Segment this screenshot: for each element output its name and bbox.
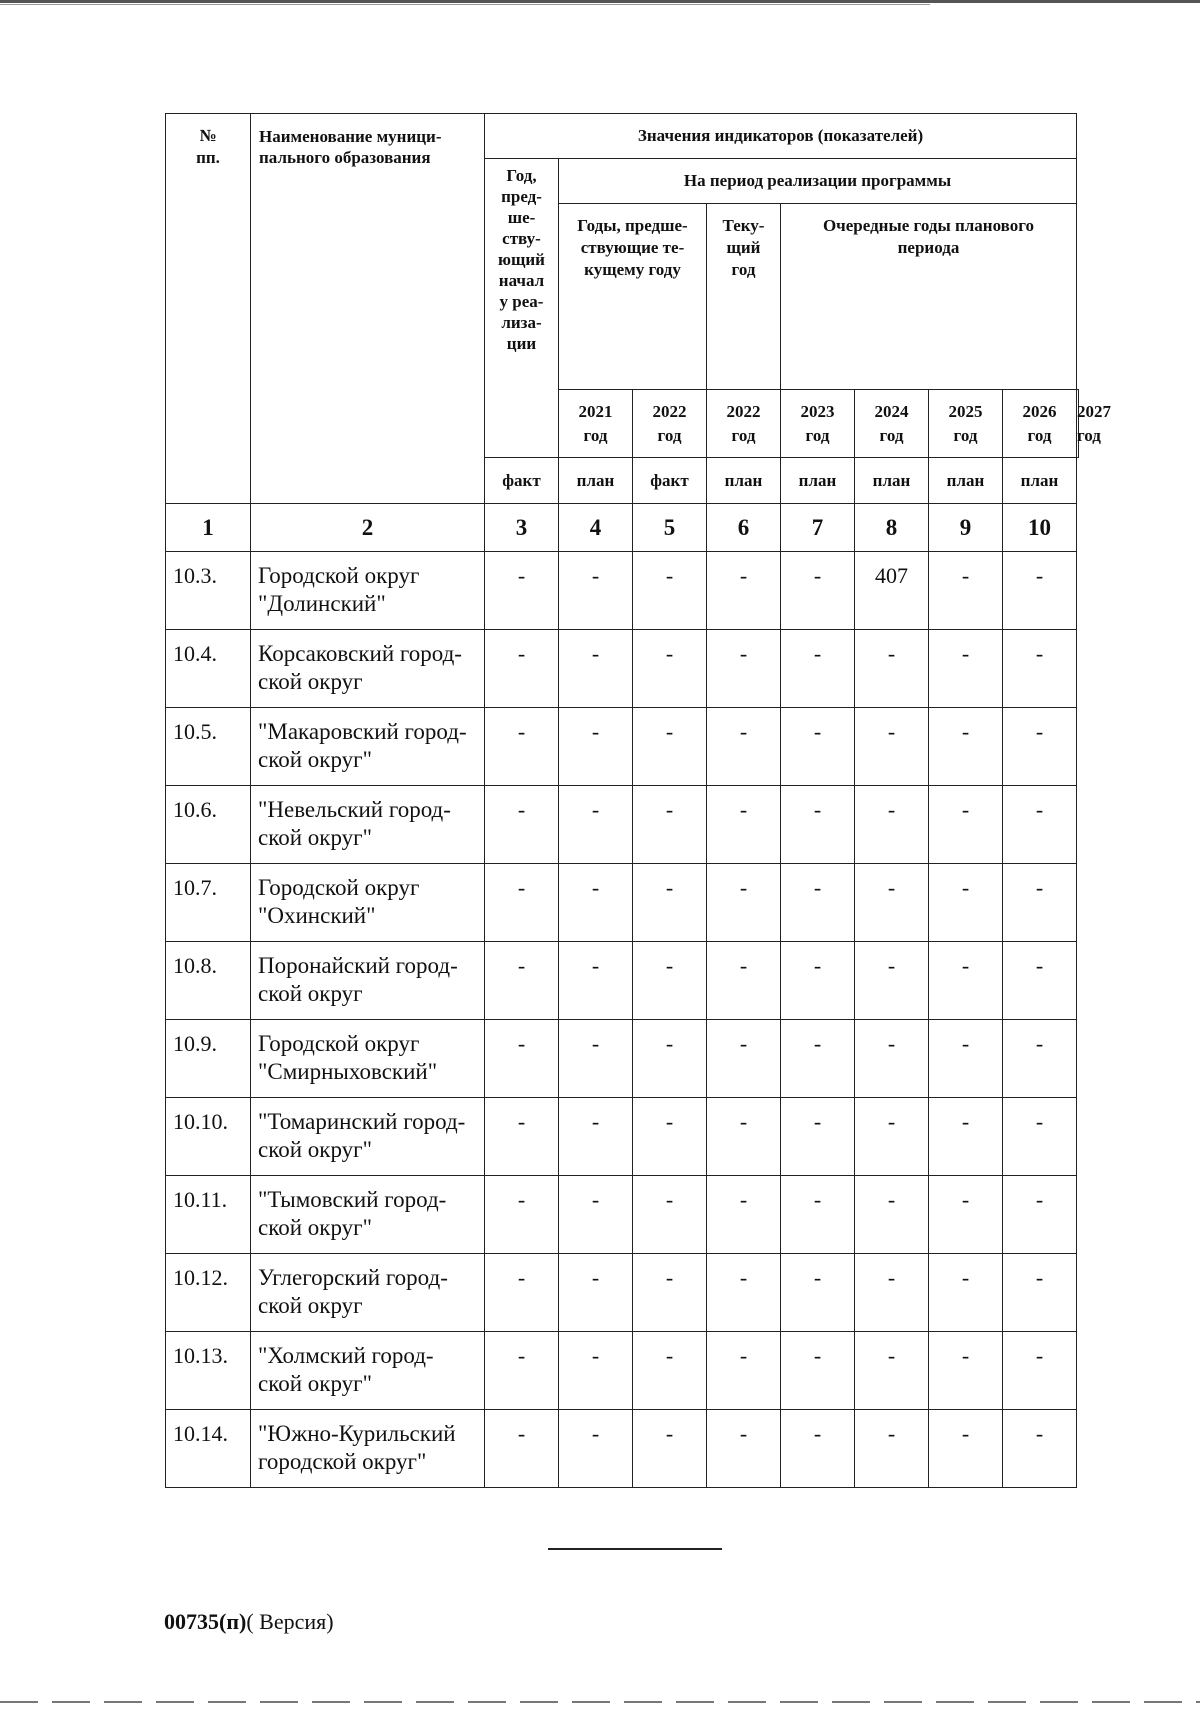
table-row	[166, 1332, 1079, 1410]
table-row	[166, 1410, 1079, 1488]
indicator-value: -	[707, 786, 781, 864]
indicator-value: -	[559, 630, 633, 708]
indicator-value: -	[485, 708, 559, 786]
indicator-value: -	[855, 1332, 929, 1410]
row-number: 10.5.	[166, 708, 251, 786]
indicator-value: -	[855, 1020, 929, 1098]
indicator-value: -	[707, 552, 781, 630]
indicator-value: -	[559, 1020, 633, 1098]
indicator-value: -	[781, 708, 855, 786]
column-number: 9	[929, 504, 1003, 552]
column-number: 4	[559, 504, 633, 552]
indicator-value: -	[485, 864, 559, 942]
indicator-value: -	[1003, 1020, 1077, 1098]
year-header: 2022 год	[633, 390, 707, 458]
indicator-value: -	[929, 1332, 1003, 1410]
header-current-year: Теку- щий год	[707, 204, 781, 390]
indicator-value: -	[485, 942, 559, 1020]
municipality-name: "Томаринский город- ской округ"	[251, 1098, 485, 1176]
indicator-value: -	[707, 864, 781, 942]
header-indicator-values: Значения индикаторов (показателей)	[485, 114, 1077, 159]
indicator-value: -	[929, 786, 1003, 864]
scan-top-edge-line	[0, 4, 930, 5]
indicator-value: -	[855, 1176, 929, 1254]
municipality-name: "Невельский город- ской округ"	[251, 786, 485, 864]
indicator-value: -	[707, 942, 781, 1020]
indicator-value: -	[707, 1176, 781, 1254]
table-row	[166, 864, 1079, 942]
indicator-value: -	[781, 786, 855, 864]
header-municipality-name: Наименование муници- пального образования	[251, 114, 485, 504]
indicator-value: -	[485, 552, 559, 630]
indicator-value: -	[781, 942, 855, 1020]
value-type-header: план	[1003, 458, 1077, 504]
indicator-value: -	[633, 630, 707, 708]
indicator-value: -	[633, 1410, 707, 1488]
indicator-value: -	[929, 1020, 1003, 1098]
indicator-value: -	[707, 1332, 781, 1410]
municipality-name: Углегорский город- ской округ	[251, 1254, 485, 1332]
indicator-value: -	[781, 1098, 855, 1176]
indicator-value: -	[929, 1410, 1003, 1488]
document-code	[164, 1609, 334, 1635]
indicator-value: -	[707, 1254, 781, 1332]
row-number: 10.7.	[166, 864, 251, 942]
indicator-value: -	[929, 864, 1003, 942]
column-number: 8	[855, 504, 929, 552]
value-type-header: факт	[633, 458, 707, 504]
indicator-value: -	[559, 786, 633, 864]
table-row	[166, 1020, 1079, 1098]
municipality-name: "Холмский город- ской округ"	[251, 1332, 485, 1410]
table-row	[166, 552, 1079, 630]
row-number: 10.3.	[166, 552, 251, 630]
row-number: 10.14.	[166, 1410, 251, 1488]
indicator-value: -	[1003, 864, 1077, 942]
indicator-value: -	[855, 942, 929, 1020]
year-header: 2022 год	[707, 390, 781, 458]
header-prev-year: Год, пред- ше- ству- ющий начал у реа- лиза- ции	[485, 159, 559, 458]
indicator-value: -	[485, 1332, 559, 1410]
indicator-value: -	[633, 1332, 707, 1410]
indicator-value: -	[781, 630, 855, 708]
indicator-value: -	[781, 864, 855, 942]
indicator-value: -	[633, 1254, 707, 1332]
year-header: 2027 год	[1077, 390, 1079, 458]
document-code-number: 00735(п)	[164, 1609, 247, 1634]
document-version: ( Версия)	[246, 1609, 334, 1634]
value-type-header: план	[559, 458, 633, 504]
indicator-value: -	[1003, 1410, 1077, 1488]
indicator-value: -	[1003, 1254, 1077, 1332]
indicator-value: -	[633, 1176, 707, 1254]
indicator-value: -	[781, 1020, 855, 1098]
indicator-value: -	[1003, 1332, 1077, 1410]
year-header: 2025 год	[929, 390, 1003, 458]
row-number: 10.11.	[166, 1176, 251, 1254]
municipality-name: Городской округ "Долинский"	[251, 552, 485, 630]
indicator-value: -	[633, 864, 707, 942]
year-header: 2023 год	[781, 390, 855, 458]
indicator-value: -	[633, 1098, 707, 1176]
municipality-name: Городской округ "Смирныховский"	[251, 1020, 485, 1098]
indicator-value: -	[929, 1098, 1003, 1176]
column-number: 1	[166, 504, 251, 552]
indicator-value: -	[485, 1254, 559, 1332]
header-program-period: На период реализации программы	[559, 159, 1077, 204]
indicator-value: -	[855, 864, 929, 942]
indicator-value: -	[707, 1098, 781, 1176]
header-num: № пп.	[166, 114, 251, 504]
indicator-value: -	[781, 1254, 855, 1332]
indicator-value: -	[707, 708, 781, 786]
indicator-value: -	[707, 1410, 781, 1488]
indicator-value: -	[1003, 708, 1077, 786]
indicator-value: -	[855, 630, 929, 708]
year-header: 2026 год	[1003, 390, 1077, 458]
indicator-value: -	[855, 1098, 929, 1176]
municipality-name: Городской округ "Охинский"	[251, 864, 485, 942]
indicator-value: -	[559, 1332, 633, 1410]
indicator-value: -	[633, 1020, 707, 1098]
indicator-value: -	[1003, 552, 1077, 630]
indicator-value: -	[855, 708, 929, 786]
scan-top-edge	[0, 0, 1200, 3]
indicator-value: -	[781, 1332, 855, 1410]
column-number: 6	[707, 504, 781, 552]
header-planning-years: Очередные годы планового периода	[781, 204, 1077, 390]
indicator-value: -	[855, 1410, 929, 1488]
table-row	[166, 786, 1079, 864]
indicator-value: -	[929, 1254, 1003, 1332]
column-number: 10	[1003, 504, 1077, 552]
indicator-value: -	[1003, 630, 1077, 708]
row-number: 10.6.	[166, 786, 251, 864]
municipality-name: "Макаровский город- ской округ"	[251, 708, 485, 786]
column-number: 5	[633, 504, 707, 552]
indicator-value: -	[633, 786, 707, 864]
indicator-value: -	[559, 1254, 633, 1332]
column-number: 3	[485, 504, 559, 552]
indicator-value: -	[485, 1176, 559, 1254]
indicator-value: -	[929, 630, 1003, 708]
column-number: 2	[251, 504, 485, 552]
indicator-value: -	[929, 942, 1003, 1020]
row-number: 10.10.	[166, 1098, 251, 1176]
indicator-value: -	[929, 708, 1003, 786]
indicator-value: -	[707, 630, 781, 708]
municipality-name: "Тымовский город- ской округ"	[251, 1176, 485, 1254]
indicator-value: -	[485, 786, 559, 864]
indicator-value: -	[559, 552, 633, 630]
municipality-name: "Южно-Курильский городской округ"	[251, 1410, 485, 1488]
indicator-value: -	[633, 942, 707, 1020]
municipality-name: Корсаковский город- ской округ	[251, 630, 485, 708]
indicator-value: 407	[855, 552, 929, 630]
year-header: 2024 год	[855, 390, 929, 458]
footer-divider	[548, 1548, 722, 1550]
scan-bottom-edge	[0, 1701, 1200, 1703]
value-type-header: план	[781, 458, 855, 504]
value-type-header: план	[855, 458, 929, 504]
indicator-value: -	[855, 1254, 929, 1332]
indicator-value: -	[781, 1410, 855, 1488]
indicator-value: -	[485, 1020, 559, 1098]
table-row	[166, 708, 1079, 786]
year-header: 2021 год	[559, 390, 633, 458]
indicator-value: -	[929, 552, 1003, 630]
indicator-value: -	[707, 1020, 781, 1098]
indicator-value: -	[485, 1410, 559, 1488]
row-number: 10.8.	[166, 942, 251, 1020]
value-type-header: план	[929, 458, 1003, 504]
indicator-value: -	[1003, 1176, 1077, 1254]
indicator-value: -	[633, 708, 707, 786]
row-number: 10.9.	[166, 1020, 251, 1098]
indicator-value: -	[781, 552, 855, 630]
indicator-value: -	[559, 1176, 633, 1254]
indicator-value: -	[1003, 1098, 1077, 1176]
indicator-value: -	[1003, 786, 1077, 864]
table-row	[166, 1254, 1079, 1332]
indicator-value: -	[781, 1176, 855, 1254]
value-type-header: план	[707, 458, 781, 504]
municipality-name: Поронайский город- ской округ	[251, 942, 485, 1020]
indicator-value: -	[559, 708, 633, 786]
header-years-before: Годы, предше- ствующие те- кущему году	[559, 204, 707, 390]
indicator-value: -	[485, 630, 559, 708]
indicator-value: -	[633, 552, 707, 630]
indicator-value: -	[559, 864, 633, 942]
indicator-value: -	[929, 1176, 1003, 1254]
indicator-value: -	[559, 1410, 633, 1488]
row-number: 10.4.	[166, 630, 251, 708]
table-row	[166, 1176, 1079, 1254]
indicator-value: -	[559, 942, 633, 1020]
indicator-value: -	[855, 786, 929, 864]
indicator-value: -	[1003, 942, 1077, 1020]
row-number: 10.12.	[166, 1254, 251, 1332]
table-row	[166, 1098, 1079, 1176]
table-row	[166, 630, 1079, 708]
indicator-value: -	[559, 1098, 633, 1176]
value-type-header: факт	[485, 458, 559, 504]
indicator-value: -	[485, 1098, 559, 1176]
row-number: 10.13.	[166, 1332, 251, 1410]
column-number: 7	[781, 504, 855, 552]
indicator-table	[165, 113, 1111, 1488]
table-row	[166, 942, 1079, 1020]
